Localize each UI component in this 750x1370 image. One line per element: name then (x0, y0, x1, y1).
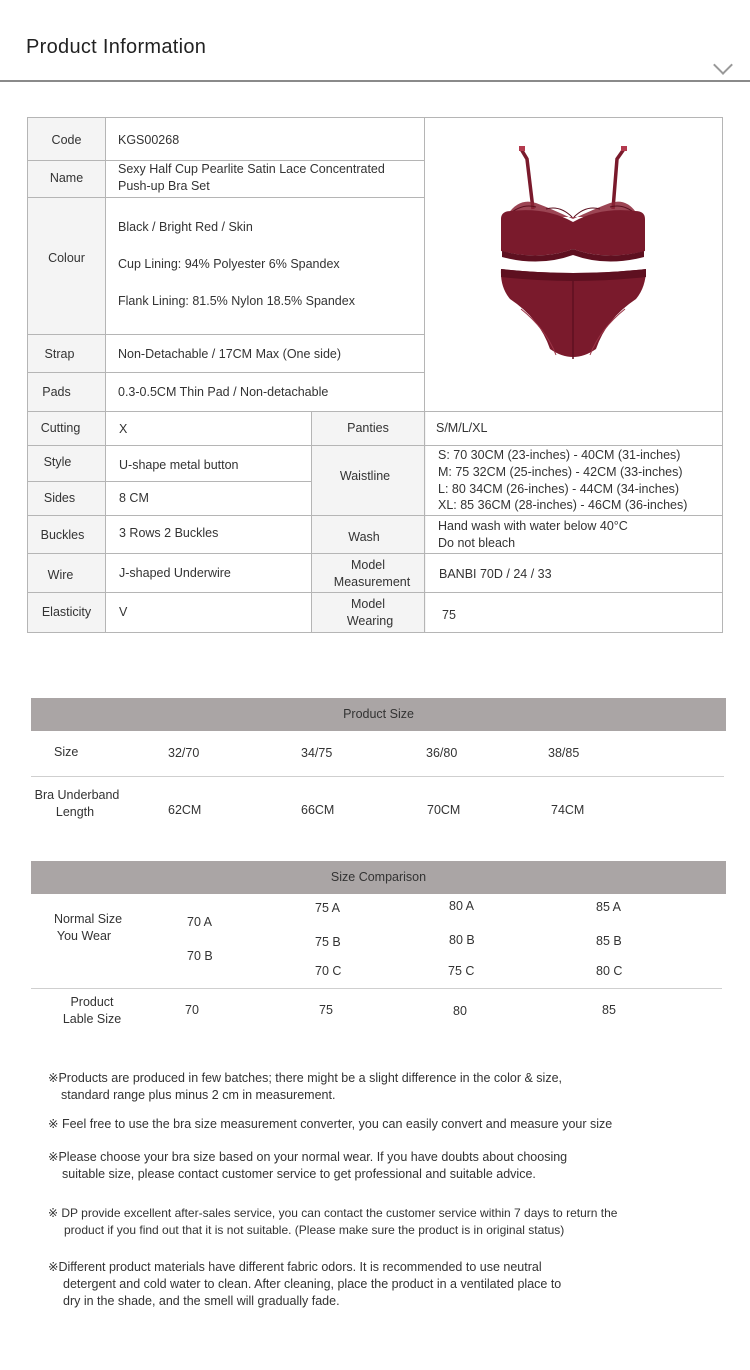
product-size-header: Product Size (31, 698, 726, 731)
waistline-m: M: 75 32CM (25-inches) - 42CM (33-inches) (438, 465, 683, 479)
product-label-size-2: Lable Size (62, 1012, 122, 1026)
normal-size-cell: 80 B (449, 933, 475, 947)
normal-size-cell: 70 C (315, 964, 342, 978)
model-wearing-label-1: Model (350, 597, 386, 611)
product-size-cell: 70 (185, 1003, 199, 1017)
chevron-down-icon[interactable] (713, 55, 733, 75)
model-measurement-label-1: Model (350, 558, 386, 572)
pads-label: Pads (42, 385, 71, 399)
wire-label: Wire (47, 568, 74, 582)
underband-cell: 74CM (551, 803, 585, 817)
size-cell: 34/75 (301, 746, 333, 760)
size-divider (31, 776, 724, 777)
normal-size-cell: 85 A (596, 900, 622, 914)
product-size-cell: 80 (453, 1004, 467, 1018)
normal-size-cell: 75 B (315, 935, 341, 949)
underband-label-1: Bra Underband (34, 788, 120, 802)
normal-size-cell: 75 C (448, 964, 475, 978)
code-label: Code (51, 133, 82, 147)
style-label: Style (43, 455, 72, 469)
style-value: U-shape metal button (119, 458, 239, 472)
product-size-cell: 75 (319, 1003, 333, 1017)
wire-value: J-shaped Underwire (119, 566, 231, 580)
product-image (426, 119, 722, 410)
size-cell: 38/85 (548, 746, 580, 760)
note-batches: ※Products are produced in few batches; there might be a slight difference in the color & size, standard range plus minus 2 cm in measurement. (48, 1071, 562, 1102)
size-row-label: Size (54, 745, 79, 759)
note-after-sales: ※ DP provide excellent after-sales service, you can contact the customer service within 7 days to return the product if you find out that it is not suitable. (Please make sure the product is in original status) (48, 1206, 618, 1237)
underband-cell: 70CM (427, 803, 461, 817)
comparison-divider (31, 988, 722, 989)
elasticity-value: V (119, 605, 128, 619)
wash-label: Wash (348, 530, 380, 544)
size-cell: 36/80 (426, 746, 458, 760)
name-label: Name (49, 171, 84, 185)
panties-value: S/M/L/XL (436, 421, 488, 435)
wash-value-line1: Hand wash with water below 40°C (438, 519, 628, 533)
normal-size-cell: 75 A (315, 901, 341, 915)
name-value-line2: Push-up Bra Set (118, 179, 210, 193)
waistline-label: Waistline (339, 469, 391, 483)
normal-size-cell: 80 A (449, 899, 475, 913)
name-value-line1: Sexy Half Cup Pearlite Satin Lace Concentrated (118, 162, 385, 176)
colour-label: Colour (48, 251, 85, 265)
normal-size-label-1: Normal Size (53, 912, 123, 926)
underband-cell: 66CM (301, 803, 335, 817)
label-column-bg (28, 118, 106, 632)
normal-size-label-2: You Wear (56, 929, 112, 943)
pads-value: 0.3-0.5CM Thin Pad / Non-detachable (118, 385, 329, 399)
underband-cell: 62CM (168, 803, 202, 817)
buckles-value: 3 Rows 2 Buckles (119, 526, 219, 540)
flank-lining-value: Flank Lining: 81.5% Nylon 18.5% Spandex (118, 294, 355, 308)
size-cell: 32/70 (168, 746, 200, 760)
product-label-size-1: Product (70, 995, 114, 1009)
panties-label: Panties (347, 421, 389, 435)
strap-value: Non-Detachable / 17CM Max (One side) (118, 347, 342, 361)
note-fabric-odor: ※Different product materials have different fabric odors. It is recommended to use neutral detergent and cold water to clean. After cleaning, place the product in a ventilated place to dry in the shade, and the smell will gradually fade. (48, 1260, 562, 1308)
elasticity-label: Elasticity (41, 605, 92, 619)
normal-size-cell: 70 B (187, 949, 213, 963)
code-value: KGS00268 (118, 133, 180, 147)
wash-value-line2: Do not bleach (438, 536, 516, 550)
waistline-l: L: 80 34CM (26-inches) - 44CM (34-inches) (438, 482, 680, 496)
cup-lining-value: Cup Lining: 94% Polyester 6% Spandex (118, 257, 340, 271)
bra-set-illustration (426, 119, 722, 410)
note-converter: ※ Feel free to use the bra size measurement converter, you can easily convert and measure your size (48, 1117, 613, 1131)
waistline-s: S: 70 30CM (23-inches) - 40CM (31-inches) (438, 448, 681, 462)
note-choose-size: ※Please choose your bra size based on your normal wear. If you have doubts about choosing suitable size, please contact customer service to get professional and suitable advice. (48, 1150, 568, 1181)
normal-size-cell: 70 A (187, 915, 213, 929)
model-measurement-value: BANBI 70D / 24 / 33 (439, 567, 552, 581)
cutting-label: Cutting (40, 421, 81, 435)
sides-label: Sides (43, 491, 76, 505)
cutting-value: X (119, 422, 128, 436)
underband-label-2: Length (55, 805, 95, 819)
normal-size-cell: 85 B (596, 934, 622, 948)
colour-value: Black / Bright Red / Skin (118, 220, 253, 234)
model-wearing-value: 75 (442, 608, 456, 622)
sides-value: 8 CM (119, 491, 149, 505)
model-measurement-label-2: Measurement (333, 575, 411, 589)
page-title: Product Information (26, 36, 207, 58)
model-wearing-label-2: Wearing (346, 614, 394, 628)
header-divider (0, 80, 750, 82)
strap-label: Strap (44, 347, 75, 361)
waistline-xl: XL: 85 36CM (28-inches) - 46CM (36-inches) (438, 498, 688, 512)
size-comparison-header: Size Comparison (31, 861, 726, 894)
product-size-cell: 85 (602, 1003, 616, 1017)
buckles-label: Buckles (40, 528, 85, 542)
normal-size-cell: 80 C (596, 964, 623, 978)
